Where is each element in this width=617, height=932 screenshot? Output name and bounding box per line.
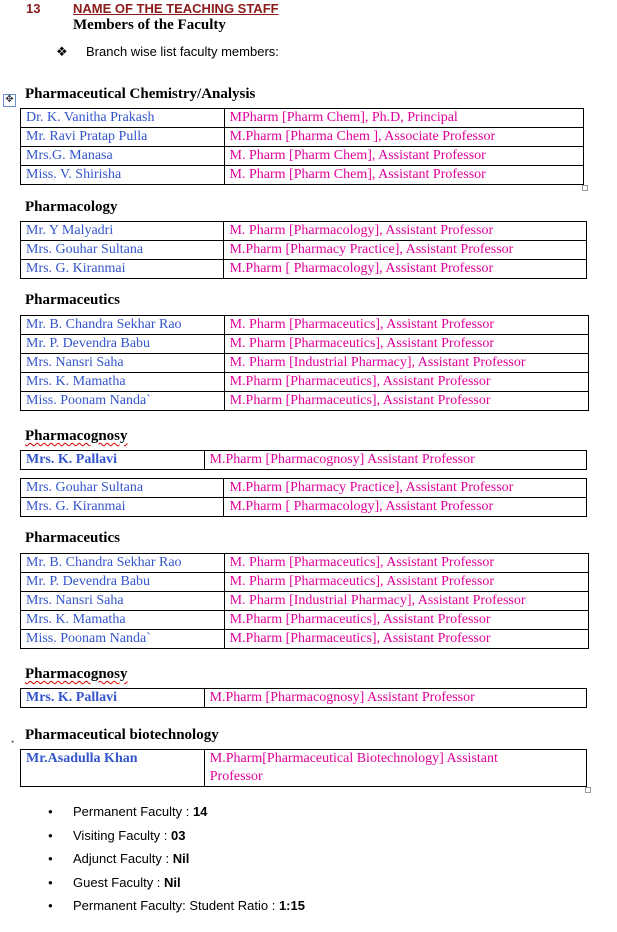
designation-line: Professor bbox=[209, 769, 263, 784]
faculty-designation: M.Pharm [Pharma Chem ], Associate Professor bbox=[224, 128, 583, 147]
faculty-designation: M.Pharm [Pharmacy Practice], Assistant Professor bbox=[224, 241, 587, 260]
faculty-name: Mr. B. Chandra Sekhar Rao bbox=[21, 316, 225, 335]
faculty-name: Mrs. K. Pallavi bbox=[21, 689, 205, 708]
faculty-table bbox=[20, 315, 589, 411]
table-row bbox=[21, 451, 587, 470]
designation-line: M.Pharm[Pharmaceutical Biotechnology] Assistant bbox=[209, 751, 498, 766]
table-row bbox=[21, 128, 584, 147]
diamond-bullet-icon: ❖ bbox=[56, 44, 68, 59]
faculty-designation: M.Pharm [Pharmacognosy] Assistant Professor bbox=[204, 451, 586, 470]
stat-value: 03 bbox=[171, 827, 186, 843]
faculty-designation: M. Pharm [Industrial Pharmacy], Assistant Professor bbox=[224, 592, 588, 611]
faculty-designation: M.Pharm [Pharmacognosy] Assistant Professor bbox=[204, 689, 586, 708]
faculty-name: Mr. P. Devendra Babu bbox=[21, 335, 225, 354]
faculty-name: Mrs. G. Kiranmai bbox=[21, 260, 224, 279]
faculty-table bbox=[20, 450, 587, 470]
faculty-name: Mrs. K. Pallavi bbox=[21, 451, 205, 470]
faculty-designation: M.Pharm [Pharmacy Practice], Assistant Professor bbox=[224, 479, 587, 498]
table-row bbox=[21, 166, 584, 185]
faculty-table bbox=[20, 749, 587, 787]
faculty-table bbox=[20, 478, 587, 517]
faculty-name: Mrs. Gouhar Sultana bbox=[21, 479, 224, 498]
faculty-designation: M. Pharm [Pharmaceutics], Assistant Professor bbox=[224, 554, 588, 573]
faculty-designation: M. Pharm [Industrial Pharmacy], Assistant Professor bbox=[224, 354, 588, 373]
faculty-name: Mrs.G. Manasa bbox=[21, 147, 225, 166]
stat-value: Nil bbox=[164, 874, 181, 890]
stat-label: Permanent Faculty: Student Ratio : bbox=[73, 898, 276, 913]
faculty-designation: M. Pharm [Pharm Chem], Assistant Professor bbox=[224, 166, 583, 185]
table-row bbox=[21, 373, 589, 392]
faculty-designation: M. Pharm [Pharmaceutics], Assistant Professor bbox=[224, 573, 588, 592]
section-heading: Pharmaceutics bbox=[25, 530, 120, 546]
faculty-table bbox=[20, 688, 587, 708]
faculty-designation: M.Pharm [Pharmaceutics], Assistant Professor bbox=[224, 611, 588, 630]
table-resize-handle[interactable] bbox=[585, 787, 591, 793]
faculty-name: Mrs. Gouhar Sultana bbox=[21, 241, 224, 260]
section-heading: Pharmacognosy bbox=[25, 666, 128, 682]
stat-label: Guest Faculty : bbox=[73, 874, 161, 890]
table-row bbox=[21, 479, 587, 498]
table-row bbox=[21, 222, 587, 241]
faculty-name: Mr.Asadulla Khan bbox=[21, 750, 205, 787]
faculty-designation: M.Pharm [Pharmaceutics], Assistant Professor bbox=[224, 630, 588, 649]
table-row bbox=[21, 611, 589, 630]
table-row bbox=[21, 573, 589, 592]
table-row bbox=[21, 335, 589, 354]
section-heading: Pharmaceutical Chemistry/Analysis bbox=[25, 86, 256, 102]
faculty-name: Mr. Y Malyadri bbox=[21, 222, 224, 241]
table-resize-handle[interactable] bbox=[582, 185, 588, 191]
stat-label: Permanent Faculty : bbox=[73, 804, 190, 819]
branch-list-text: Branch wise list faculty members: bbox=[86, 44, 279, 59]
faculty-table bbox=[20, 553, 589, 649]
list-item bbox=[44, 800, 305, 824]
stat-label: Adjunct Faculty : bbox=[73, 851, 170, 866]
list-item bbox=[44, 847, 305, 871]
table-row bbox=[21, 630, 589, 649]
move-icon[interactable]: ✥ bbox=[3, 94, 16, 107]
faculty-table bbox=[20, 108, 584, 185]
stat-value: 1:15 bbox=[278, 898, 305, 913]
stat-value: 14 bbox=[192, 804, 208, 819]
section-heading: Pharmacognosy bbox=[25, 428, 128, 444]
faculty-designation: M.Pharm [Pharmaceutics], Assistant Professor bbox=[224, 392, 588, 411]
faculty-name: Miss. Poonam Nanda` bbox=[21, 630, 225, 649]
stat-label: Visiting Faculty : bbox=[73, 827, 168, 843]
table-row bbox=[21, 109, 584, 128]
faculty-name: Mrs. K. Mamatha bbox=[21, 611, 225, 630]
section-heading: Pharmaceutical biotechnology bbox=[25, 727, 219, 743]
table-row bbox=[21, 554, 589, 573]
faculty-name: Miss. Poonam Nanda` bbox=[21, 392, 225, 411]
faculty-name: Mrs. K. Mamatha bbox=[21, 373, 225, 392]
list-item bbox=[44, 871, 305, 895]
faculty-designation: MPharm [Pharm Chem], Ph.D, Principal bbox=[224, 109, 583, 128]
faculty-designation: M.Pharm [ Pharmacology], Assistant Professor bbox=[224, 260, 587, 279]
faculty-name: Mr. P. Devendra Babu bbox=[21, 573, 225, 592]
faculty-table bbox=[20, 221, 587, 279]
section-heading: Pharmaceutics bbox=[25, 292, 120, 308]
section-number: 13 bbox=[26, 1, 41, 16]
table-row bbox=[21, 147, 584, 166]
faculty-name: Mr. B. Chandra Sekhar Rao bbox=[21, 554, 225, 573]
table-row bbox=[21, 498, 587, 517]
section-heading: Pharmacology bbox=[25, 199, 118, 215]
faculty-designation: M.Pharm [ Pharmacology], Assistant Professor bbox=[224, 498, 587, 517]
branch-list-bullet bbox=[56, 44, 279, 60]
table-row bbox=[21, 689, 587, 708]
list-item bbox=[44, 894, 305, 918]
table-row bbox=[21, 354, 589, 373]
faculty-name: Mrs. G. Kiranmai bbox=[21, 498, 224, 517]
faculty-designation: M. Pharm [Pharmacology], Assistant Professor bbox=[224, 222, 587, 241]
faculty-designation: M. Pharm [Pharm Chem], Assistant Professor bbox=[224, 147, 583, 166]
faculty-name: Miss. V. Shirisha bbox=[21, 166, 225, 185]
faculty-designation: M. Pharm [Pharmaceutics], Assistant Professor bbox=[224, 335, 588, 354]
faculty-name: Mrs. Nansri Saha bbox=[21, 592, 225, 611]
section-title: NAME OF THE TEACHING STAFF bbox=[73, 1, 279, 16]
faculty-name: Mrs. Nansri Saha bbox=[21, 354, 225, 373]
list-item bbox=[44, 824, 305, 848]
faculty-designation: M.Pharm [Pharmaceutics], Assistant Professor bbox=[224, 373, 588, 392]
table-row bbox=[21, 750, 587, 787]
table-row bbox=[21, 592, 589, 611]
table-row bbox=[21, 260, 587, 279]
stat-value: Nil bbox=[172, 851, 190, 866]
table-row bbox=[21, 316, 589, 335]
table-row bbox=[21, 241, 587, 260]
table-row bbox=[21, 392, 589, 411]
page-subtitle: Members of the Faculty bbox=[73, 17, 226, 33]
faculty-designation: M. Pharm [Pharmaceutics], Assistant Professor bbox=[224, 316, 588, 335]
faculty-name: Dr. K. Vanitha Prakash bbox=[21, 109, 225, 128]
faculty-stats-list bbox=[44, 800, 305, 918]
paragraph-mark-icon: • bbox=[11, 737, 15, 747]
faculty-name: Mr. Ravi Pratap Pulla bbox=[21, 128, 225, 147]
faculty-designation bbox=[204, 750, 586, 787]
